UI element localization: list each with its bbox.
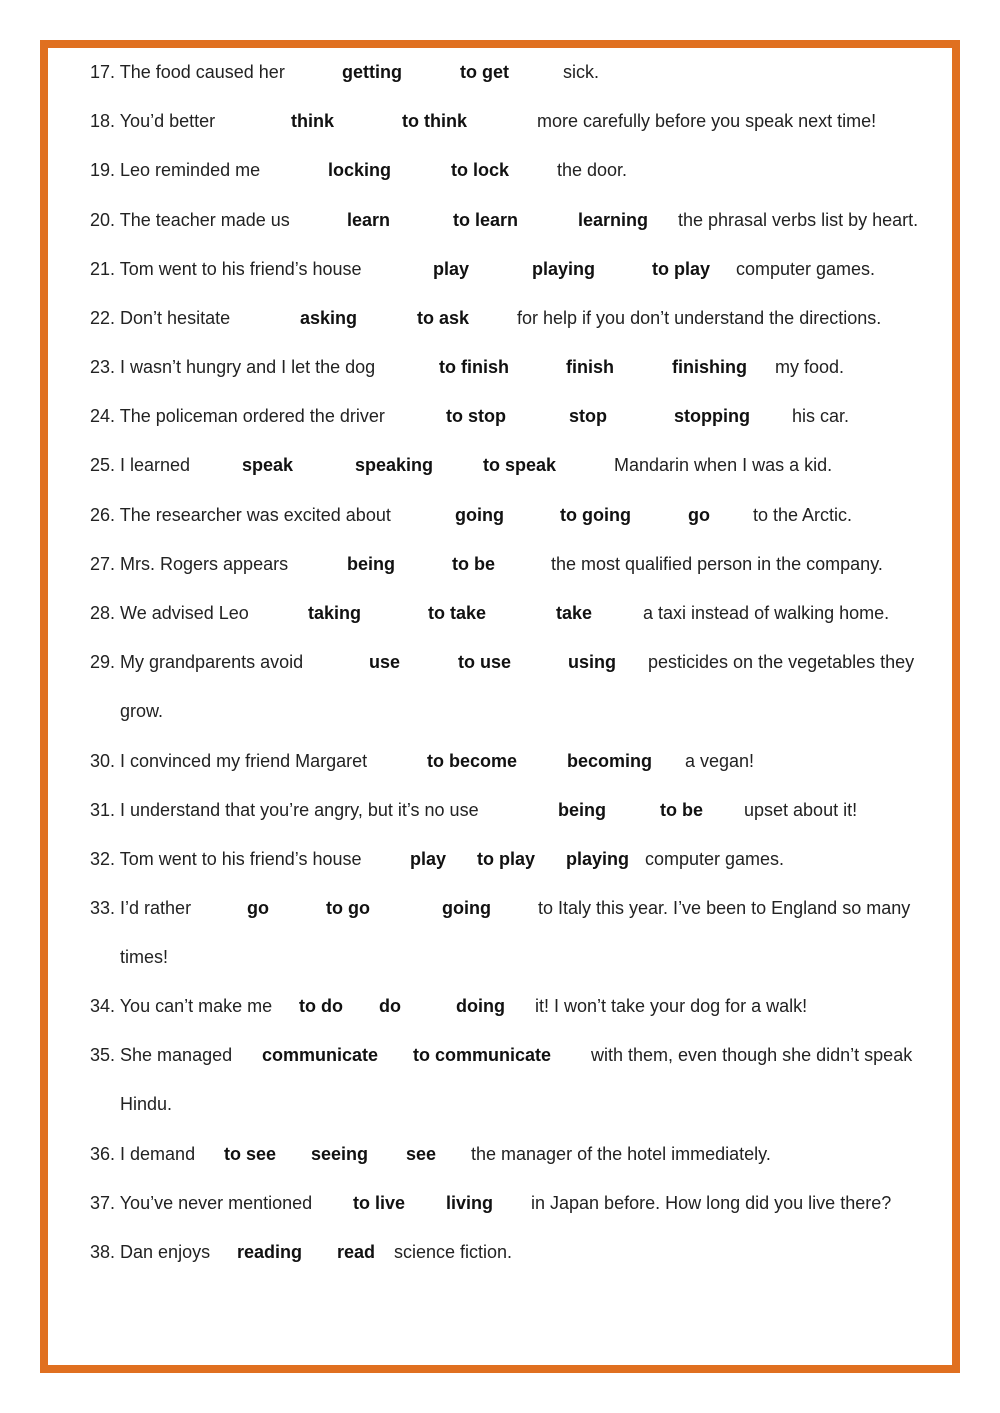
answer-option[interactable]: to think — [402, 111, 467, 131]
item-stem: 20. The teacher made us — [90, 210, 290, 230]
answer-option[interactable]: to stop — [446, 406, 506, 426]
item-stem: 35. She managed — [90, 1045, 233, 1065]
answer-option[interactable]: becoming — [567, 751, 653, 771]
answer-option[interactable]: to go — [326, 898, 370, 918]
item-tail: to the Arctic. — [753, 505, 853, 525]
item-tail: for help if you don’t understand the directions. — [517, 308, 882, 328]
item-stem: 33. I’d rather — [90, 898, 192, 918]
exercise-item — [0, 650, 1000, 674]
answer-option[interactable]: going — [442, 898, 491, 918]
answer-option[interactable]: finishing — [672, 357, 747, 377]
item-stem: 36. I demand — [90, 1144, 196, 1164]
exercise-item — [0, 109, 1000, 133]
item-tail: his car. — [792, 406, 850, 426]
answer-option[interactable]: to be — [452, 554, 495, 574]
item-stem: 31. I understand that you’re angry, but it’s no use — [90, 800, 479, 820]
answer-option[interactable]: playing — [532, 259, 596, 279]
item-tail: more carefully before you speak next time! — [537, 111, 877, 131]
exercise-item — [0, 749, 1000, 773]
exercise-item — [0, 208, 1000, 232]
answer-option[interactable]: playing — [566, 849, 630, 869]
item-stem: 25. I learned — [90, 455, 191, 475]
answer-option[interactable]: reading — [237, 1242, 303, 1262]
answer-option[interactable]: taking — [308, 603, 362, 623]
item-tail: upset about it! — [744, 800, 858, 820]
answer-option[interactable]: to finish — [439, 357, 509, 377]
item-tail: with them, even though she didn’t speak — [591, 1045, 913, 1065]
exercise-item — [0, 257, 1000, 281]
answer-option[interactable]: being — [558, 800, 606, 820]
answer-option[interactable]: to live — [353, 1193, 406, 1213]
answer-option[interactable]: go — [688, 505, 710, 525]
answer-option[interactable]: seeing — [311, 1144, 369, 1164]
item-stem: 18. You’d better — [90, 111, 216, 131]
item-tail: sick. — [563, 62, 599, 82]
exercise-item — [0, 1240, 1000, 1264]
exercise-item — [0, 404, 1000, 428]
answer-option[interactable]: speaking — [355, 455, 434, 475]
answer-option[interactable]: communicate — [262, 1045, 379, 1065]
item-tail: science fiction. — [394, 1242, 513, 1262]
item-continuation — [0, 1092, 1000, 1116]
item-stem: 21. Tom went to his friend’s house — [90, 259, 362, 279]
exercise-item — [0, 453, 1000, 477]
exercise-item — [0, 896, 1000, 920]
answer-option[interactable]: to play — [477, 849, 536, 869]
item-continuation — [0, 945, 1000, 969]
item-stem: 19. Leo reminded me — [90, 160, 261, 180]
exercise-item — [0, 306, 1000, 330]
answer-option[interactable]: being — [347, 554, 395, 574]
answer-option[interactable]: to use — [458, 652, 512, 672]
item-tail: my food. — [775, 357, 845, 377]
exercise-item — [0, 1142, 1000, 1166]
item-tail: computer games. — [645, 849, 785, 869]
exercise-item — [0, 355, 1000, 379]
item-tail: the manager of the hotel immediately. — [471, 1144, 771, 1164]
answer-option[interactable]: to speak — [483, 455, 557, 475]
item-stem: 32. Tom went to his friend’s house — [90, 849, 362, 869]
item-tail: the most qualified person in the company. — [551, 554, 883, 574]
answer-option[interactable]: think — [291, 111, 334, 131]
exercise-item — [0, 552, 1000, 576]
item-stem: 37. You’ve never mentioned — [90, 1193, 313, 1213]
item-stem: 30. I convinced my friend Margaret — [90, 751, 368, 771]
item-stem: 24. The policeman ordered the driver — [90, 406, 385, 426]
answer-option[interactable]: learning — [578, 210, 649, 230]
answer-option[interactable]: to going — [560, 505, 631, 525]
answer-option[interactable]: to communicate — [413, 1045, 552, 1065]
answer-option[interactable]: do — [379, 996, 401, 1016]
answer-option[interactable]: learn — [347, 210, 391, 230]
answer-option[interactable]: asking — [300, 308, 358, 328]
answer-option[interactable]: to ask — [417, 308, 470, 328]
item-tail: the door. — [557, 160, 628, 180]
answer-option[interactable]: to get — [460, 62, 509, 82]
exercise-item — [0, 994, 1000, 1018]
item-continuation-text: Hindu. — [120, 1094, 173, 1114]
item-tail: computer games. — [736, 259, 876, 279]
answer-option[interactable]: doing — [456, 996, 505, 1016]
answer-option[interactable]: use — [369, 652, 401, 672]
answer-option[interactable]: to lock — [451, 160, 510, 180]
exercise-item — [0, 1191, 1000, 1215]
item-continuation-text: times! — [120, 947, 169, 967]
answer-option[interactable]: see — [406, 1144, 437, 1164]
answer-option[interactable]: to see — [224, 1144, 277, 1164]
exercise-item — [0, 1043, 1000, 1067]
exercise-item — [0, 847, 1000, 871]
item-stem: 23. I wasn’t hungry and I let the dog — [90, 357, 376, 377]
exercise-item — [0, 60, 1000, 84]
answer-option[interactable]: getting — [342, 62, 402, 82]
item-tail: it! I won’t take your dog for a walk! — [535, 996, 808, 1016]
exercise-item — [0, 601, 1000, 625]
answer-option[interactable]: living — [446, 1193, 494, 1213]
item-stem: 27. Mrs. Rogers appears — [90, 554, 289, 574]
item-tail: a taxi instead of walking home. — [643, 603, 890, 623]
answer-option[interactable]: going — [455, 505, 504, 525]
item-tail: a vegan! — [685, 751, 755, 771]
answer-option[interactable]: go — [247, 898, 269, 918]
item-stem: 28. We advised Leo — [90, 603, 249, 623]
answer-option[interactable]: to learn — [453, 210, 519, 230]
answer-option[interactable]: to take — [428, 603, 487, 623]
answer-option[interactable]: locking — [328, 160, 392, 180]
answer-option[interactable]: to play — [652, 259, 711, 279]
answer-option[interactable]: to become — [427, 751, 518, 771]
exercise-item — [0, 158, 1000, 182]
answer-option[interactable]: play — [410, 849, 447, 869]
item-tail: Mandarin when I was a kid. — [614, 455, 833, 475]
answer-option[interactable]: read — [337, 1242, 376, 1262]
item-tail: in Japan before. How long did you live there? — [531, 1193, 892, 1213]
item-continuation — [0, 699, 1000, 723]
answer-option[interactable]: to be — [660, 800, 703, 820]
item-continuation-text: grow. — [120, 701, 164, 721]
item-stem: 34. You can’t make me — [90, 996, 273, 1016]
item-tail: pesticides on the vegetables they — [648, 652, 915, 672]
item-stem: 29. My grandparents avoid — [90, 652, 304, 672]
answer-option[interactable]: to do — [299, 996, 343, 1016]
answer-option[interactable]: stopping — [674, 406, 750, 426]
item-stem: 26. The researcher was excited about — [90, 505, 391, 525]
exercise-item — [0, 798, 1000, 822]
answer-option[interactable]: take — [556, 603, 593, 623]
answer-option[interactable]: finish — [566, 357, 614, 377]
answer-option[interactable]: speak — [242, 455, 294, 475]
answer-option[interactable]: stop — [569, 406, 607, 426]
answer-option[interactable]: using — [568, 652, 616, 672]
item-stem: 17. The food caused her — [90, 62, 285, 82]
answer-option[interactable]: play — [433, 259, 470, 279]
item-tail: to Italy this year. I’ve been to England so many — [538, 898, 911, 918]
item-stem: 38. Dan enjoys — [90, 1242, 211, 1262]
item-stem: 22. Don’t hesitate — [90, 308, 231, 328]
exercise-item — [0, 503, 1000, 527]
item-tail: the phrasal verbs list by heart. — [678, 210, 919, 230]
